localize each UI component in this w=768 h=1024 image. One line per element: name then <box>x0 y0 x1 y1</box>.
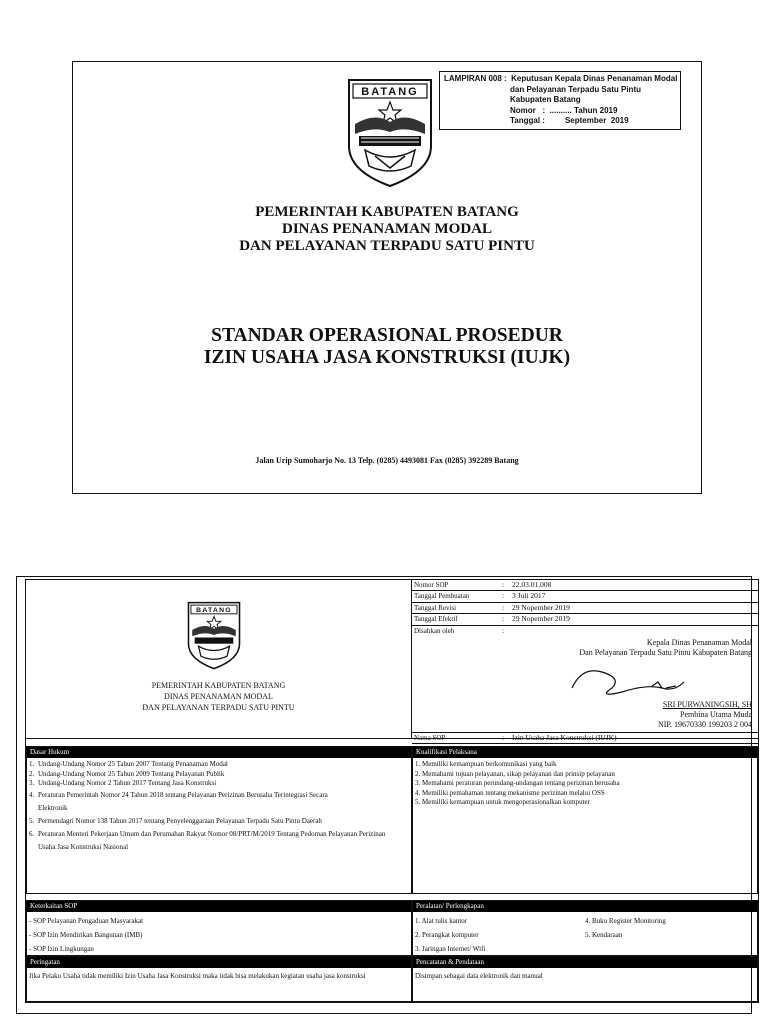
keterkaitan-section <box>26 900 412 956</box>
sheet-logo-text: BATANG <box>196 606 232 614</box>
meta-row-disahkan <box>412 626 758 636</box>
cover-gov-line3: DAN PELAYANAN TERPADU SATU PINTU <box>239 238 535 254</box>
lampiran-box <box>439 71 681 130</box>
pencatatan-text: Disimpan sebagai data elektronik dan manual <box>415 972 543 980</box>
list-item <box>29 770 409 780</box>
sop-sheet-inner <box>25 579 759 1003</box>
cover-gov-line2: DINAS PENANAMAN MODAL <box>282 221 492 237</box>
peralatan-header: Peralatan/ Perlengkapan <box>413 901 757 912</box>
meta-value: 22.03.01.008 <box>512 580 552 589</box>
meta-key: Nama SOP <box>414 733 446 742</box>
meta-row-pembuatan <box>412 591 758 602</box>
item-text: Undang-Undang Nomor 25 Tahun 2009 Tentang Pelayanan Publik <box>38 769 225 778</box>
batang-emblem-icon <box>186 600 242 670</box>
meta-key: Nomor SOP <box>414 581 449 589</box>
cover-title-line1: STANDAR OPERASIONAL PROSEDUR <box>211 325 563 346</box>
peralatan-list <box>413 912 757 956</box>
signer-name: SRI PURWANINGSIH, SH <box>662 699 752 709</box>
signer-line1: Kepala Dinas Penanaman Modal <box>646 637 752 647</box>
peringatan-text: Jika Pelaku Usaha tidak memiliki Izin Usaha Jasa Konstruksi maka tidak bisa melakukan kegiatan usaha jasa konstruksi <box>29 972 366 980</box>
meta-value: 29 Nopember 2019 <box>512 614 570 624</box>
meta-value: 3 Juli 2017 <box>512 591 546 601</box>
meta-colon: : <box>502 625 505 635</box>
dasar-hukum-header: Dasar Hukum <box>27 747 411 758</box>
list-item <box>29 789 409 815</box>
meta-row-revisi <box>412 603 758 614</box>
meta-key: Tanggal Pembuatan <box>414 592 470 601</box>
signer-rank: Pembina Utama Muda <box>680 709 752 719</box>
meta-colon: : <box>502 732 505 742</box>
meta-colon: : <box>502 614 505 624</box>
item-text: Peraturan Menteri Pekerjaan Umum dan Perumahan Rakyat Nomor 08/PRT/M/2019 Tentang Pedoman Pelayanan Perizinan Usaha Jasa Konstruksi Nasional <box>38 829 386 851</box>
kualifikasi-section <box>412 746 758 894</box>
meta-colon: : <box>502 591 505 601</box>
list-item: - SOP Izin Lingkungan <box>29 945 94 953</box>
peralatan-left-col <box>415 914 585 956</box>
list-item: 4. Memiliki pemahaman tentang mekanisme perizinan melalui OSS <box>415 788 605 797</box>
cover-government-heading <box>73 204 701 255</box>
meta-colon: : <box>502 580 505 589</box>
list-item <box>29 828 409 854</box>
list-item: 5. Memiliki kemampuan untuk mengoperasionalkan komputer <box>415 798 590 807</box>
sop-meta-table <box>412 580 758 744</box>
signature-block <box>412 636 758 733</box>
lampiran-line1: Keputusan Kepala Dinas Penanaman Modal <box>511 74 678 83</box>
meta-row-efektif <box>412 614 758 625</box>
keterkaitan-header: Keterkaitan SOP <box>27 901 411 912</box>
sheet-gov-line3: DAN PELAYANAN TERPADU SATU PINTU <box>142 703 295 712</box>
lampiran-tanggal: Tanggal : September 2019 <box>510 116 629 125</box>
pencatatan-section <box>412 956 758 1002</box>
peringatan-section <box>26 956 412 1002</box>
cover-page <box>72 61 702 494</box>
lampiran-sep: : <box>504 74 507 83</box>
list-item: 3. Jaringan Internet/ Wifi <box>415 945 486 953</box>
list-item <box>29 815 409 828</box>
signer-line2: Dan Pelayanan Terpadu Satu Pintu Kabupaten Batang <box>579 647 752 657</box>
item-text: Undang-Undang Nomor 2 Tahun 2017 Tentang Jasa Konstruksi <box>38 779 217 788</box>
item-text: Peraturan Pemerintah Nomor 24 Tahun 2018 tentang Pelayanan Perizinan Berusaha Terintegrasi Secara Elektronik <box>38 790 328 812</box>
item-number: 6. <box>29 829 35 838</box>
cover-gov-line1: PEMERINTAH KABUPATEN BATANG <box>255 204 519 220</box>
list-item: 4. Buku Register Monitoring <box>585 917 666 925</box>
item-text: Undang-Undang Nomor 25 Tahun 2007 Tentang Penanaman Modal <box>38 760 228 768</box>
cover-sop-title <box>73 325 701 369</box>
item-number: 5. <box>29 816 35 825</box>
kualifikasi-header: Kualifikasi Pelaksana <box>413 747 757 758</box>
meta-key: Disahkan oleh <box>414 626 455 635</box>
list-item <box>29 779 409 789</box>
header-divider <box>26 738 758 739</box>
cover-title-line2: IZIN USAHA JASA KONSTRUKSI (IUJK) <box>203 347 571 368</box>
meta-value: 29 Nopember 2019 <box>512 602 570 612</box>
list-item <box>29 760 409 770</box>
kualifikasi-list <box>413 758 757 808</box>
lampiran-line2: dan Pelayanan Terpadu Satu Pintu <box>510 84 641 94</box>
list-item: - SOP Pelayanan Pengaduan Masyarakat <box>29 917 144 925</box>
sheet-gov-line2: DINAS PENANAMAN MODAL <box>164 692 273 701</box>
keterkaitan-list <box>27 912 411 956</box>
sheet-header-left <box>26 580 412 738</box>
peralatan-right-col <box>585 914 666 956</box>
item-number: 4. <box>29 790 35 799</box>
signature-icon <box>562 658 692 700</box>
lampiran-nomor: Nomor : .......... Tahun 2019 <box>510 105 618 115</box>
list-item: 1. Memiliki kemampuan berkomunikasi yang baik <box>415 760 557 768</box>
item-number: 1. <box>29 760 35 768</box>
pencatatan-header: Pencatatan & Pendataan <box>413 957 757 968</box>
peringatan-header: Peringatan <box>27 957 411 968</box>
list-item: 3. Memahami peraturan perundang-undangan tentang perizinan berusaha <box>415 779 620 788</box>
meta-key: Tanggal Revisi <box>414 603 457 612</box>
list-item: 2. Perangkat komputer <box>415 931 479 939</box>
cover-address: Jalan Urip Sumoharjo No. 13 Telp. (0285) 4493081 Fax (0285) 392289 Batang <box>255 456 519 465</box>
lampiran-label: LAMPIRAN 008 <box>444 74 502 83</box>
list-item: - SOP Izin Mendirikan Bangunan (IMB) <box>29 931 143 939</box>
batang-emblem-icon <box>345 76 435 188</box>
meta-row-nomor <box>412 580 758 591</box>
dasar-hukum-section <box>26 746 412 894</box>
item-number: 3. <box>29 779 35 788</box>
list-item: 2. Memahami tujuan pelayanan, sikap pelayanan dan prinsip pelayanan <box>415 769 615 778</box>
cover-logo-text: BATANG <box>361 86 419 98</box>
list-item: 1. Alat tulis kantor <box>415 917 468 925</box>
sheet-government-heading <box>26 680 411 713</box>
signer-nip: NIP. 19670330 199203 2 004 <box>657 719 752 729</box>
peralatan-section <box>412 900 758 956</box>
list-item: 5. Kendaraan <box>585 931 623 939</box>
item-number: 2. <box>29 769 35 778</box>
sheet-gov-line1: PEMERINTAH KABUPATEN BATANG <box>151 681 286 690</box>
dasar-hukum-list <box>27 758 411 854</box>
lampiran-line3: Kabupaten Batang <box>510 95 581 104</box>
meta-colon: : <box>502 602 505 612</box>
item-text: Permendagri Nomor 138 Tahun 2017 tentang Penyelenggaraan Pelayanan Terpadu Satu Pintu Daerah <box>38 816 322 825</box>
meta-value: Izin Usaha Jasa Konstruksi (IUJK) <box>512 732 617 742</box>
sop-sheet <box>16 576 752 1014</box>
meta-key: Tanggal Efektif <box>414 615 458 624</box>
